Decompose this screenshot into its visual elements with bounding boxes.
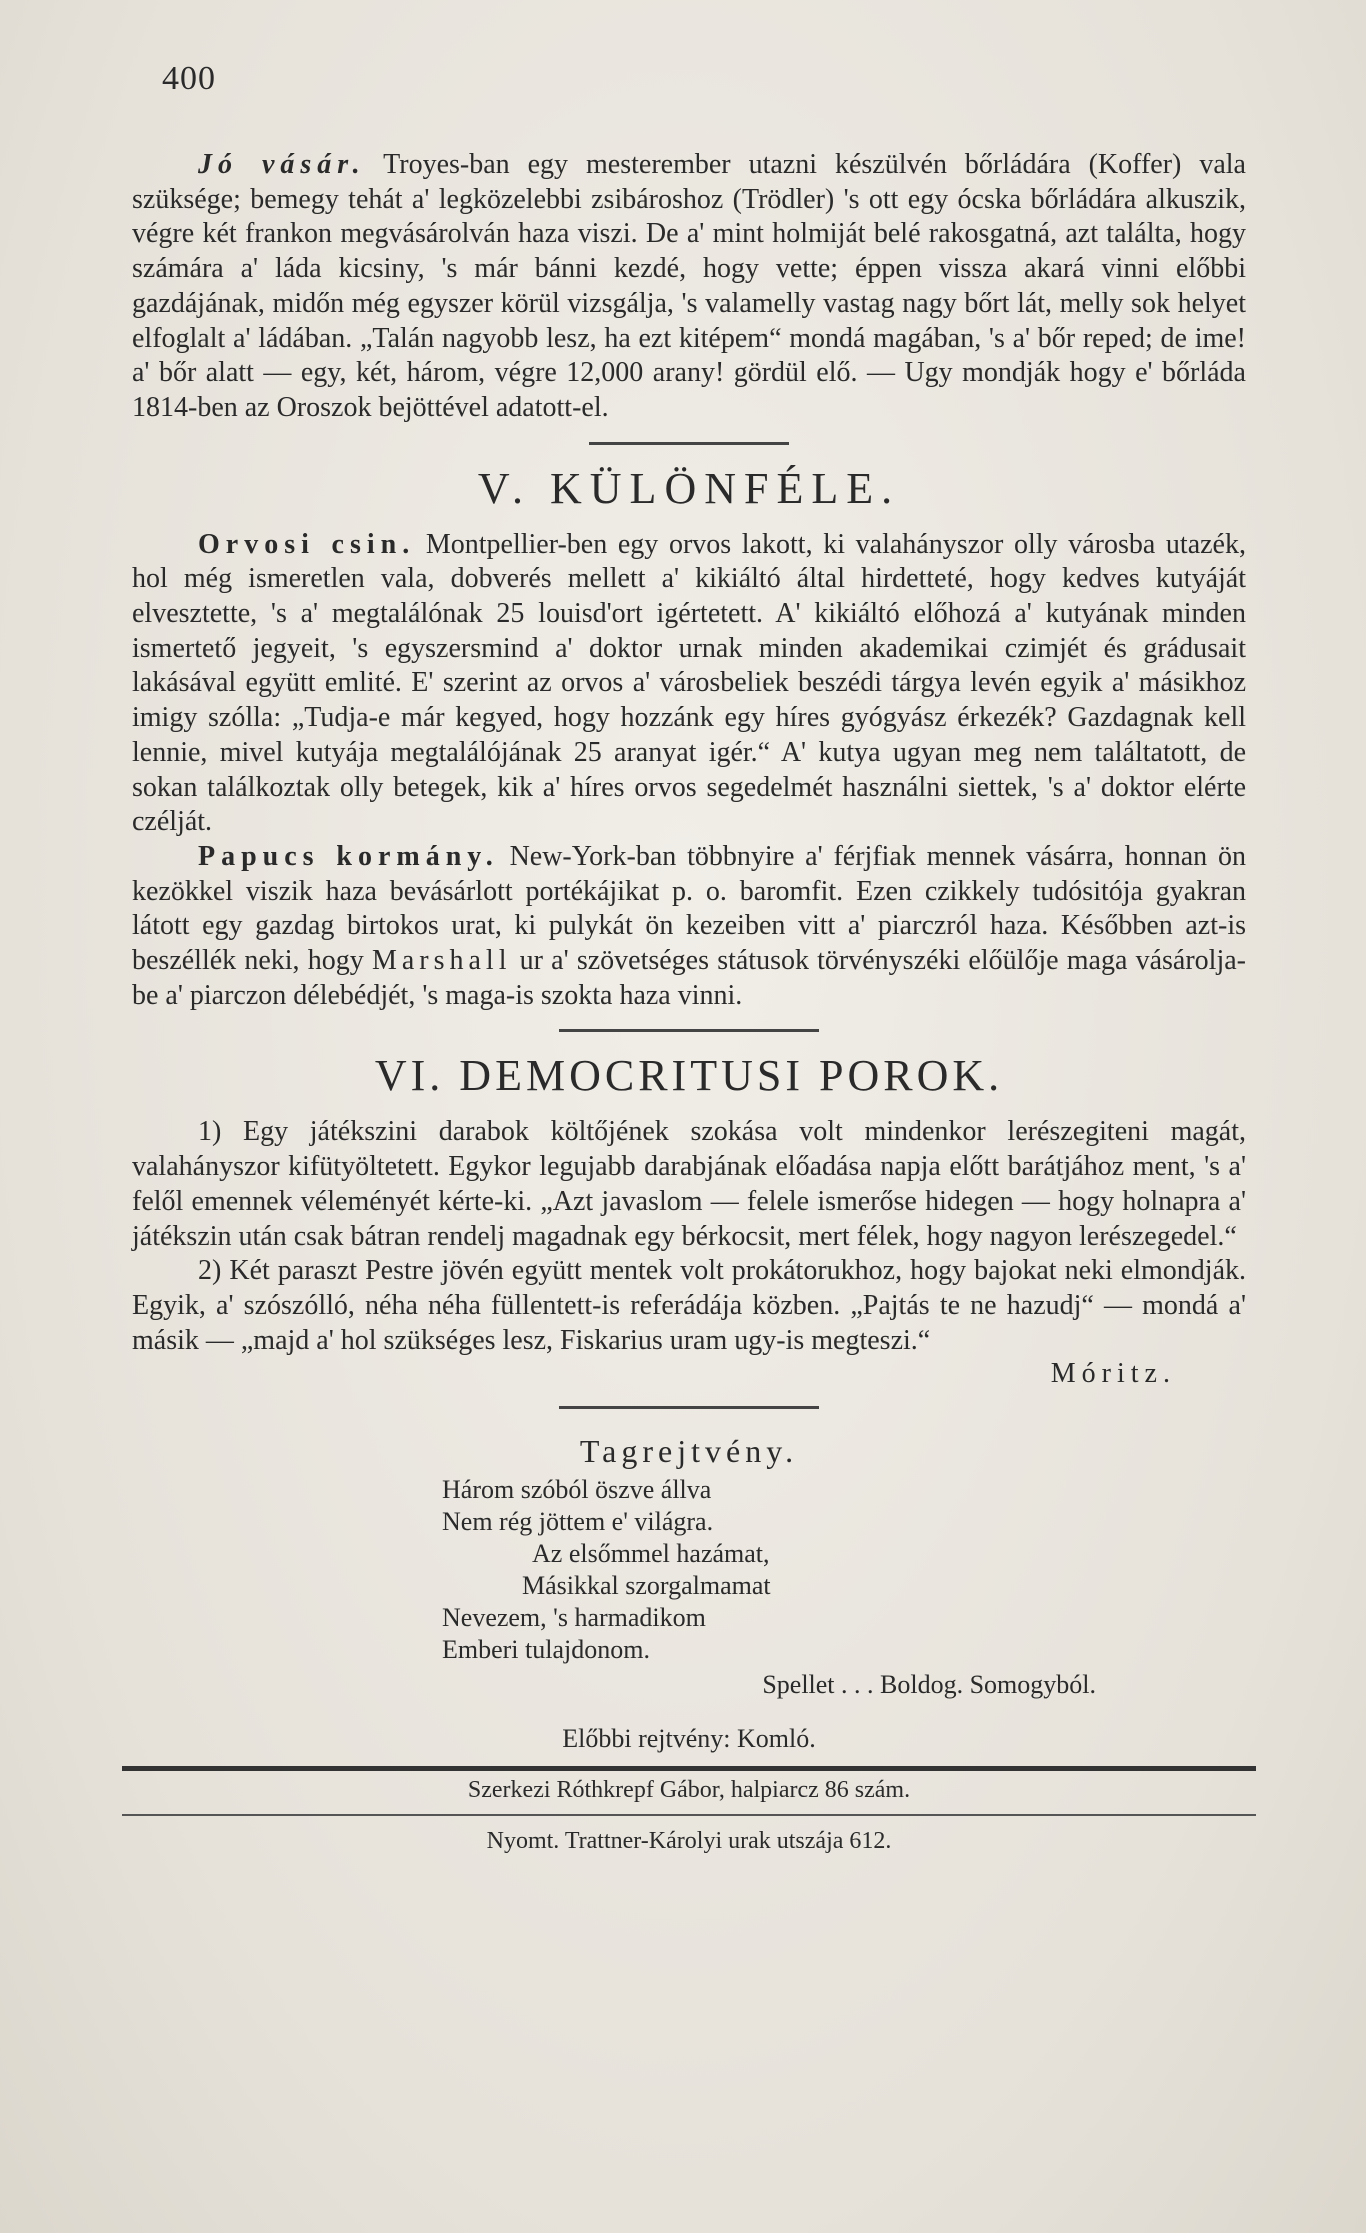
article-body: Troyes-ban egy mesterember utazni készülvén bőrládára (Koffer) vala szüksége; bemegy tehát a' legközelebbi zsibároshoz (Trödler) 's ott egy ócska bőrládára alkuszik, végre két frankon megvásárolván haza viszi. De a' mint holmiját belé rakosgatná, azt találta, hogy számára a' láda kicsiny, 's már bánni kezdé, hogy vette; éppen vissza akará vinni előbbi gazdájának, midőn még egyszer körül vizsgálja, 's valamelly vastag nagy bőrt lát, melly sok helyet elfoglalt a' ládában. „Talán nagyobb lesz, ha ezt kitépem“ mondá magában, 's a' bőr reped; de ime! a' bőr alatt — egy, két, három, végre 12,000 arany! gördül elő. — Ugy mondják hogy e' bőrláda 1814-ben az Oroszok bejöttével adatott-el.	[132, 149, 1246, 423]
divider	[559, 1029, 819, 1032]
joke-2: 2) Két paraszt Pestre jövén együtt mentek volt prokátorukhoz, hogy bajokat neki elmondják. Egyik, a' szószólló, néha néha füllentett-is referádája közben. „Pajtás te ne hazudj“ — mondá a' másik — „majd a' hol szükséges lesz, Fiskarius uram ugy-is megteszi.“	[132, 1255, 1246, 1356]
article-lead: Jó vásár.	[198, 149, 366, 180]
riddle-line: Az elsőmmel hazámat,	[532, 1539, 770, 1569]
riddle-title: Tagrejtvény.	[579, 1433, 799, 1470]
riddle-line: Három szóból öszve állva	[442, 1475, 712, 1505]
page-number: 400	[162, 60, 216, 97]
footer-rule	[122, 1766, 1256, 1771]
section-heading-kulonfele: V. KÜLÖNFÉLE.	[477, 463, 901, 513]
article-lead: Orvosi csin.	[198, 528, 416, 560]
article-body: New-York-ban többnyire a' férjfiak mennek vásárra, honnan ön kezökkel viszik haza bevásárlott portékájikat p. o. baromfit. Ezen czikkely tudósitója gyakran látott egy gazdag birtokos urat, ki pulykát ön kezeiben vitt a' piarczról haza. Későbben azt-is beszéllék neki, hogy	[132, 840, 1246, 977]
article-body: ur a' szövetséges státusok törvényszéki előülője maga vásárolja-be a' piarczon délebédjét, 's maga-is szokta haza vinni.	[132, 945, 1246, 1011]
article-papucs-kormany	[132, 840, 1246, 1014]
article-body: Montpellier-ben egy orvos lakott, ki valahányszor olly városba utazék, hol még ismeretlen vala, dobverés mellett a' kikiáltó által hirdetteté, hogy kedves kutyáját elvesztette, 's a' megtalálónak 25 louisd'ort igértetett. A' kikiáltó előhozá a' kutyának minden ismertető jegyeit, 's egyszersmind a' doktor urnak minden akademikai czimjét és grádusait lakásával együtt emlité. E' szerint az orvos a' városbeliek beszédi tárgya levén egyik a' másikhoz imigy szólla: „Tudja-e már kegyed, hogy hozzánk egy híres gyógyász érkezék? Gazdagnak kell lennie, mivel kutyája megtalálójának 25 aranyat igér.“ A' kutya ugyan meg nem találtatott, de sokan találkoztak olly betegek, kik a' híres orvos segedelmét használni siettek, 's a' doktor elérte czélját.	[132, 528, 1246, 838]
riddle-line: Emberi tulajdonom.	[442, 1635, 650, 1665]
previous-riddle-answer: Előbbi rejtvény: Komló.	[562, 1724, 816, 1754]
person-name: Marshall	[371, 945, 512, 977]
article-lead: Papucs kormány.	[198, 840, 499, 872]
section-heading-democritusi-porok: VI. DEMOCRITUSI POROK.	[374, 1051, 1004, 1101]
printer-line: Nyomt. Trattner-Károlyi urak utszája 612.	[486, 1828, 892, 1855]
article-jo-vasar	[132, 148, 1246, 426]
author-signature: Móritz.	[1050, 1358, 1176, 1390]
divider	[559, 1406, 819, 1409]
riddle-line: Nem rég jöttem e' világra.	[442, 1507, 714, 1537]
divider	[589, 442, 789, 445]
editor-line: Szerkezi Róthkrepf Gábor, halpiarcz 86 szám.	[467, 1777, 911, 1804]
riddle-line: Másikkal szorgalmamat	[522, 1571, 771, 1601]
footer-rule	[122, 1814, 1256, 1816]
riddle-signature: Spellet . . . Boldog. Somogyból.	[762, 1670, 1096, 1700]
riddle-line: Nevezem, 's harmadikom	[442, 1603, 706, 1633]
article-orvosi-csin	[132, 528, 1246, 840]
riddle-poem	[442, 1474, 1246, 1666]
joke-1: 1) Egy játékszini darabok költőjének szokása volt mindenkor lerészegiteni magát, valahányszor kifütyöltetett. Egykor legujabb darabjának előadása napja előtt barátjához ment, 's a' felől emennek véleményét kérte-ki. „Azt javaslom — felele ismerőse hidegen — hogy holnapra a' játékszin után csak bátran rendelj magadnak egy bérkocsit, mert félek, hogy nagyon lerészegedel.“	[132, 1116, 1246, 1252]
